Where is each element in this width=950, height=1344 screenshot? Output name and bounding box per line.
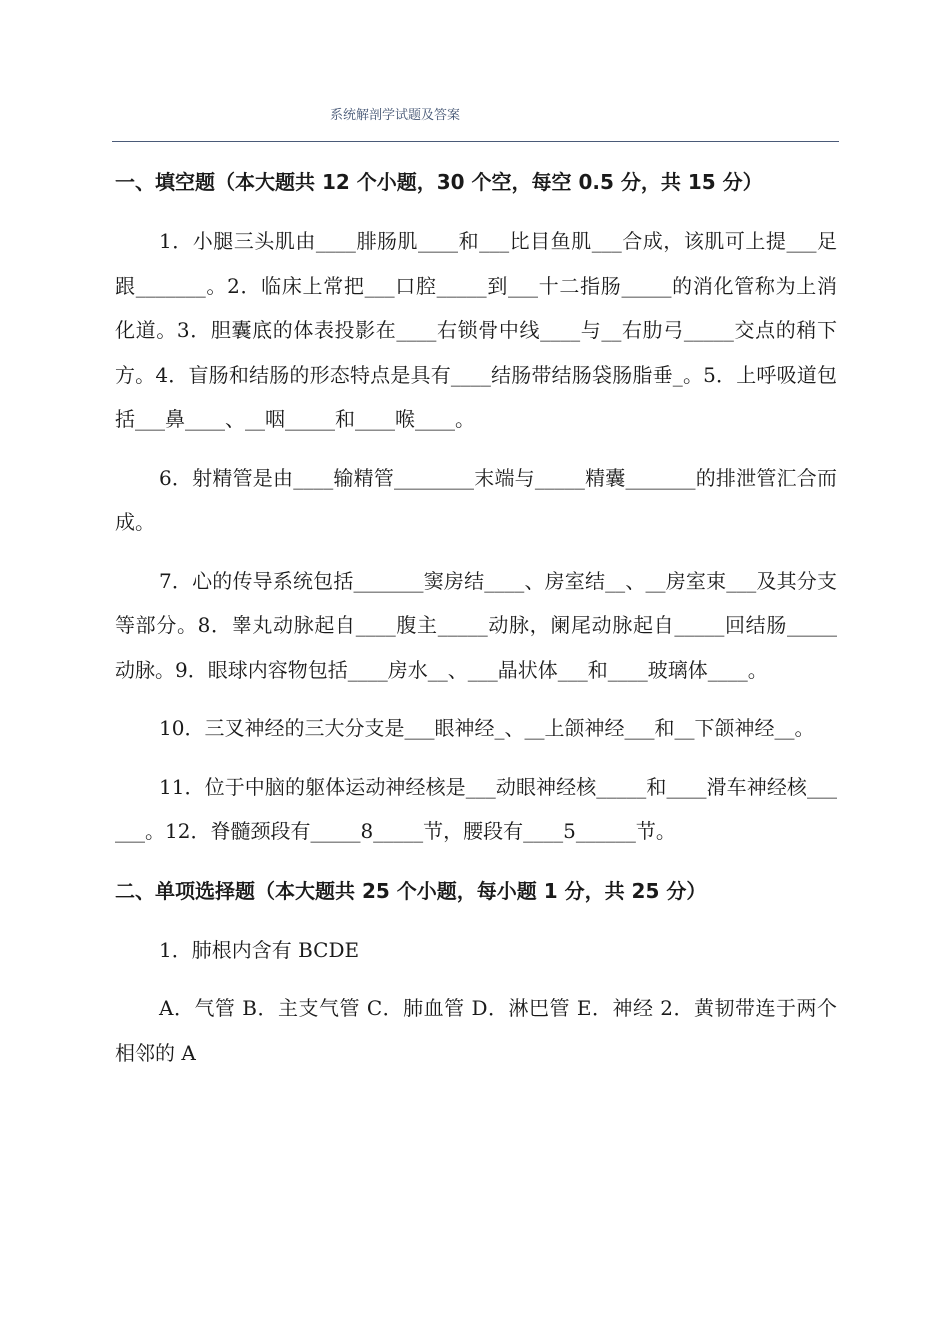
choice-question-1: 1．肺根内含有 BCDE bbox=[159, 937, 360, 962]
section-heading-single-choice: 二、单项选择题（本大题共 25 个小题，每小题 1 分，共 25 分） bbox=[115, 878, 707, 903]
section-heading-fill-in: 一、填空题（本大题共 12 个小题，30 个空，每空 0.5 分，共 15 分） bbox=[115, 170, 763, 194]
running-header: 系统解剖学试题及答案 bbox=[330, 108, 461, 123]
question-paragraph-1-5: 1．小腿三头肌由____腓肠肌____和___比目鱼肌___合成，该肌可上提___足跟_______。2．临床上常把___口腔_____到___十二指肠_____的消化管称为上消化道。3．胆囊底的体表投影在____右锁骨中线____与__右肋弓_____交点的稍下方。4．盲肠和结肠的形态特点是具有____结肠带结肠袋肠脂垂_。5．上呼吸道包括___鼻____、__咽_____和____喉____。 bbox=[115, 229, 837, 431]
question-paragraph-11-12: 11．位于中脑的躯体运动神经核是___动眼神经核_____和____滑车神经核______。12．脊髓颈段有_____8_____节，腰段有____5______节。 bbox=[115, 774, 837, 843]
question-paragraph-7-9: 7．心的传导系统包括_______窦房结____、房室结__、__房室束___及其分支等部分。8．睾丸动脉起自____腹主_____动脉，阑尾动脉起自_____回结肠_____动脉。9．眼球内容物包括____房水__、___晶状体___和____玻璃体____。 bbox=[115, 568, 837, 682]
header-divider bbox=[112, 141, 839, 142]
question-paragraph-6: 6．射精管是由____输精管________末端与_____精囊_______的排泄管汇合而成。 bbox=[115, 465, 837, 534]
choice-options-paragraph: A．气管 B．主支气管 C．肺血管 D．淋巴管 E．神经 2．黄韧带连于两个相邻的 A bbox=[115, 996, 837, 1065]
document-body bbox=[115, 160, 837, 1075]
question-paragraph-10: 10．三叉神经的三大分支是___眼神经_、__上颌神经___和__下颌神经__。 bbox=[159, 716, 815, 740]
